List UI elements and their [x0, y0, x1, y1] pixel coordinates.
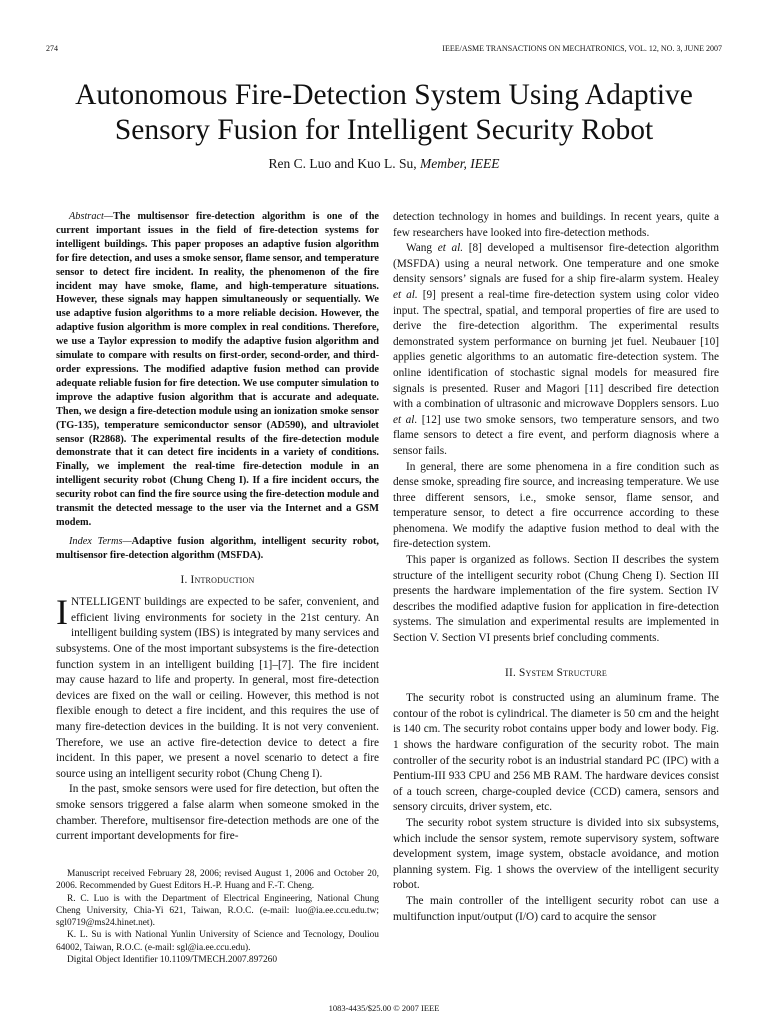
text-run: [12] use two smoke sensors, two temperature sensors, and two flame sensors to detect a fire event, and perform diagnosis where a sensor fails.	[393, 413, 719, 457]
abstract-text: The multisensor fire-detection algorithm is one of the current important issues in the field of fire-detection systems for intelligent buildings. This paper proposes an adaptive fusion algorithm for fire detection, and uses a smoke sensor, flame sensor, and temperature sensor to detect fire incident. In reality, the phenomenon of the fire incident may have smoke, flame, and high-temperature situations. However, these signals may happen simultaneously or sequentially. We use adaptive fusion algorithms to a more reliable decision. However, the adaptive fusion algorithm is more complex in real conditions. Therefore, we use a Taylor expression to modify the adaptive fusion algorithm and simulate to compare with results on first-order, second-order, and third-order expressions. The modified adaptive fusion method can provide adequate reliable fusion for fire detection. We use computer simulation to improve the adaptive fusion algorithm that is accurate and adequate. Then, we design a fire-detection module using an ionization smoke sensor (TG-135), temperature semiconductor sensor (AD590), and ultraviolet sensor (R2868). The experimental results of the fire-detection module demonstrate that it can detect fire incidents in a variety of conditions. Finally, we implement the real-time fire-detection module in an intelligent security robot (Chung Cheng I). If a fire incident occurs, the security robot can find the fire source using the fire-detection module and transmit the detected message to the user via the Internet and a GSM modem.	[56, 211, 379, 528]
et-al: et al.	[437, 242, 464, 255]
section-heading-system-structure: II. System Structure	[505, 666, 607, 679]
text-run: [9] present a real-time fire-detection system using color video input. The spectral, spatial, and temporal properties of fire are used to derive the fire-detection algorithm. The experimental results demonstrated system performance on burning jet fuel. Neubauer [10] applies genetic algorithms to an automatic fire-detection system. The online identification of stochastic signal models for measured fire signals is presented. Ruser and Magori [11] described fire detection with a combination of ultrasonic and microwave Dopplers sensors. Luo	[393, 288, 719, 411]
right-paragraph-6: The security robot system structure is divided into six subsystems, which include the sensor system, remote supervisory system, software development system, image system, obstacle avoidance, and motion planning system. Fig. 1 shows the overview of the intelligent security robot.	[393, 816, 719, 892]
abstract	[56, 210, 379, 530]
abstract-label: Abstract—	[69, 211, 114, 222]
authors	[0, 156, 768, 172]
right-paragraph-3: In general, there are some phenomena in a fire condition such as dense smoke, spreading fire source, and increasing temperature. We use three different sensors, i.e., smoke sensor, flame sensor, and temperature sensor, to detect a fire occurrence according to these phenomena. We modify the adaptive fusion method to deal with the fire-detection system.	[393, 460, 719, 551]
text-run: [8] developed a multisensor fire-detection algorithm (MSFDA) using a neural network. One temperature and one smoke density sensors’ signals are fused for a ship fire-alarm system. Healey	[393, 242, 719, 286]
copyright-footer: 1083-4435/$25.00 © 2007 IEEE	[328, 1003, 440, 1013]
right-column	[393, 210, 719, 925]
right-paragraph-7: The main controller of the intelligent security robot can use a multifunction input/output (I/O) card to acquire the sensor	[393, 894, 719, 923]
footnotes	[56, 868, 379, 966]
footnote-author-su: K. L. Su is with National Yunlin University of Science and Tecnology, Douliou 64002, Taiwan, R.O.C. (e-mail: sgl@ia.ee.ccu.edu).	[56, 930, 379, 953]
footnote-doi: Digital Object Identifier 10.1109/TMECH.2007.897260	[67, 955, 278, 966]
page-number: 274	[46, 44, 58, 53]
right-paragraph-4: This paper is organized as follows. Section II describes the system structure of the intelligent security robot (Chung Cheng I). Section III presents the hardware implementation of the fire system. Section IV describes the modified adaptive fusion for application in fire-detection systems. The simulation and experimental results are implemented in Section V. Section VI presents brief concluding comments.	[393, 554, 719, 645]
right-paragraph-5: The security robot is constructed using an aluminum frame. The contour of the robot is cylindrical. The diameter is 50 cm and the height is 140 cm. The security robot contains upper body and lower body. Fig. 1 shows the hardware configuration of the security robot. The main controller of the security robot is an industrial standard PC (IPC) with a Pentium-III 933 CPU and 256 MB RAM. The hardware devices consist of a touch screen, charge-coupled device (CCD) camera, sensors and sensory circuits, driver system, etc.	[393, 692, 719, 814]
drop-cap: I	[56, 592, 68, 633]
paper-title	[0, 78, 768, 148]
footnote-manuscript: Manuscript received February 28, 2006; revised August 1, 2006 and October 20, 2006. Recommended by Guest Editors H.-P. Huang and F.-T. Cheng.	[56, 869, 379, 892]
index-terms-label: Index Terms—	[69, 535, 132, 547]
index-terms	[56, 535, 379, 563]
intro-paragraph-1	[56, 592, 379, 782]
text-run: Wang	[406, 242, 438, 255]
author-names: Ren C. Luo and Kuo L. Su,	[268, 156, 417, 171]
intro-paragraph-2: In the past, smoke sensors were used for fire detection, but often the smoke sensors triggered a false alarm when someone smoked in the chamber. Therefore, multisensor fire-detection methods are one of the current important developments for fire-	[56, 783, 379, 843]
et-al: et al.	[393, 413, 418, 426]
footnote-author-luo: R. C. Luo is with the Department of Electrical Engineering, National Chung Cheng University, Chia-Yi 621, Taiwan, R.O.C. (e-mail: luo@ia.ee.ccu.edu.tw; sgl0719@ms24.hinet.net).	[56, 893, 379, 929]
section-heading-introduction: I. Introduction	[180, 573, 255, 586]
intro-paragraph-1-text: NTELLIGENT buildings are expected to be safer, convenient, and efficient living environments for society in the 21st century. An intelligent building system (IBS) is integrated by many services and subsystems. One of the most important subsystems is the fire-detection function system in an intelligent building [1]–[7]. The fire incident may cause hazard to life and property. In general, most fire-detection devices are fixed on the wall or ceiling. However, this method is not flexible enough to detect a fire incident, and this requires the use of many fire-detection devices in the building. It is not very convenient. Therefore, we use an active fire-detection device to detect a fire incident. In this paper, we present a novel scenario to detect a fire source using an intelligent security robot (Chung Cheng I).	[56, 596, 379, 780]
index-terms-text: Adaptive fusion algorithm, intelligent security robot, multisensor fire-detection algorithm (MSFDA).	[56, 535, 379, 561]
right-paragraph-2	[393, 241, 719, 459]
author-membership: Member, IEEE	[420, 156, 500, 171]
left-column	[56, 210, 379, 845]
et-al: et al.	[393, 288, 418, 301]
journal-header: IEEE/ASME TRANSACTIONS ON MECHATRONICS, VOL. 12, NO. 3, JUNE 2007	[442, 44, 722, 53]
title-line-1: Autonomous Fire-Detection System Using Adaptive	[75, 79, 693, 111]
right-paragraph-1: detection technology in homes and buildings. In recent years, quite a few researchers have looked into fire-detection methods.	[393, 211, 719, 239]
title-line-2: Sensory Fusion for Intelligent Security Robot	[114, 114, 654, 146]
